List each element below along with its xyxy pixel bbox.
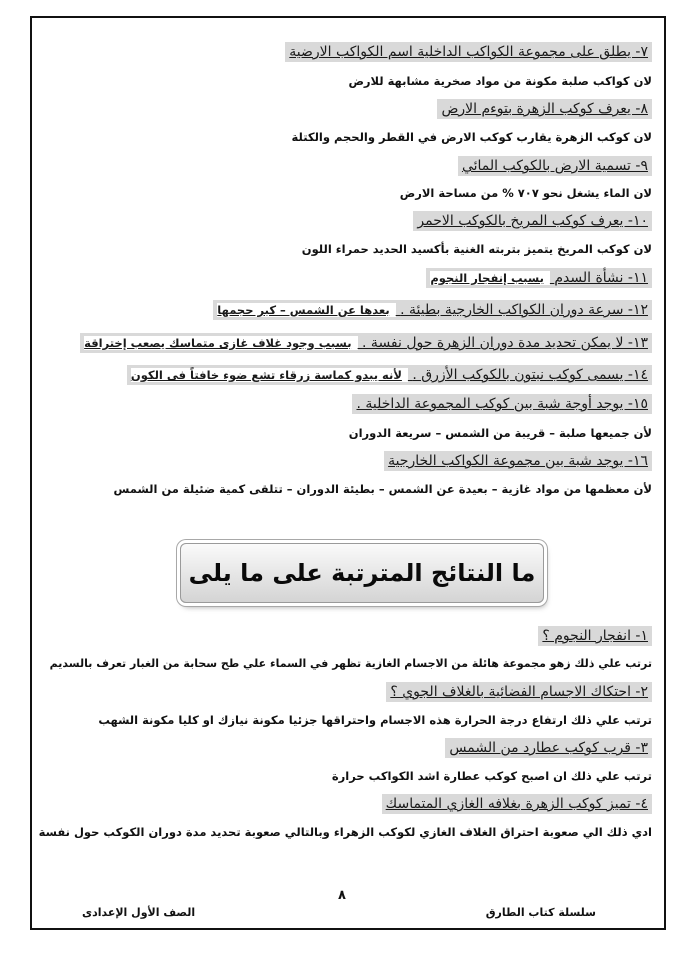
consequence-question-3: ٣- قرب كوكب عطارد من الشمس [445,738,652,758]
question-15: ١٥- يوجد أوجة شبة بين كوكب المجموعة الداخلية . [352,394,652,414]
answer-10: لان كوكب المريخ يتميز بتربته الغنية بأكسيد الحديد حمراء اللون [301,242,652,256]
consequence-question-2: ٢- احتكاك الاجسام الفضائية بالغلاف الجوي ؟ [386,682,652,702]
consequence-answer-1: ترتب علي ذلك زهو مجموعة هائلة من الاجسام الغازية تظهر في السماء علي طح سحابة من الغبار تعرف بالسديم [49,657,652,670]
question-11 [426,268,652,288]
question-8: ٨- يعرف كوكب الزهرة بتوءم الارض [437,99,652,119]
question-14 [127,365,652,385]
question-12-text: ١٢- سرعة دوران الكواكب الخارجية بطيئة . [400,302,648,318]
consequence-question-4: ٤- تميز كوكب الزهرة بغلافه الغازي المتماسك [382,794,652,814]
answer-15: لأن جميعها صلبة – قريبة من الشمس – سريعة الدوران [348,426,652,440]
section-title-banner [180,543,544,603]
banner-title: ما النتائج المترتبة على ما يلى [188,559,536,587]
footer-series: سلسلة كتاب الطارق [485,906,596,919]
answer-12: بعدها عن الشمس – كبر حجمها [217,303,395,317]
answer-14: لأنه يبدو كماسة زرقاء تشع ضوء خافتاً فى الكون [131,368,408,382]
question-14-text: ١٤- يسمى كوكب نبتون بالكوكب الأزرق . [412,367,648,383]
answer-11: بسبب إنفجار النجوم [430,271,550,285]
consequence-answer-4: ادي ذلك الي صعوبة احتراق الغلاف الغازي لكوكب الزهراء وبالتالي صعوبة تحديد مدة دوران الكوكب حول نفسة [38,825,652,839]
page-number: ٨ [338,888,346,903]
question-10: ١٠- يعرف كوكب المريخ بالكوكب الاحمر [413,211,652,231]
answer-7: لان كواكب صلبة مكونة من مواد صخرية مشابهة للارض [348,74,652,88]
consequence-answer-3: ترتب علي ذلك ان اصبح كوكب عطارة اشد الكواكب حرارة [331,769,652,783]
answer-9: لان الماء يشغل نحو ٧٠٧ % من مساحة الارض [399,186,652,200]
question-13-text: ١٣- لا يمكن تحديد مدة دوران الزهرة حول نفسة . [362,335,648,351]
answer-13: بسبب وجود غلاف غازى متماسك يصعب إختراقة [84,336,357,350]
consequence-question-1: ١- انفجار النجوم ؟ [538,626,652,646]
question-16: ١٦- يوجد شبة بين مجموعة الكواكب الخارجية [384,451,652,471]
question-7: ٧- يطلق على مجموعة الكواكب الداخلية اسم الكواكب الارضية [285,42,652,62]
question-13 [80,333,652,353]
question-12 [213,300,652,320]
answer-16: لأن معظمها من مواد غازية – بعيدة عن الشمس – بطيئة الدوران – تتلقى كمية ضئيلة من الشمس [113,482,652,496]
footer-grade: الصف الأول الإعدادى [82,906,196,919]
question-9: ٩- تسمية الارض بالكوكب المائي [458,156,652,176]
answer-8: لان كوكب الزهرة يقارب كوكب الارض في القطر والحجم والكتلة [291,130,652,144]
question-11-text: ١١- نشأة السدم [554,270,648,286]
page-border [30,16,666,930]
consequence-answer-2: ترتب علي ذلك ارتفاع درجة الحرارة هذه الاجسام واحتراقها جزئيا مكونة نيازك او كليا مكونة الشهب [98,713,652,727]
